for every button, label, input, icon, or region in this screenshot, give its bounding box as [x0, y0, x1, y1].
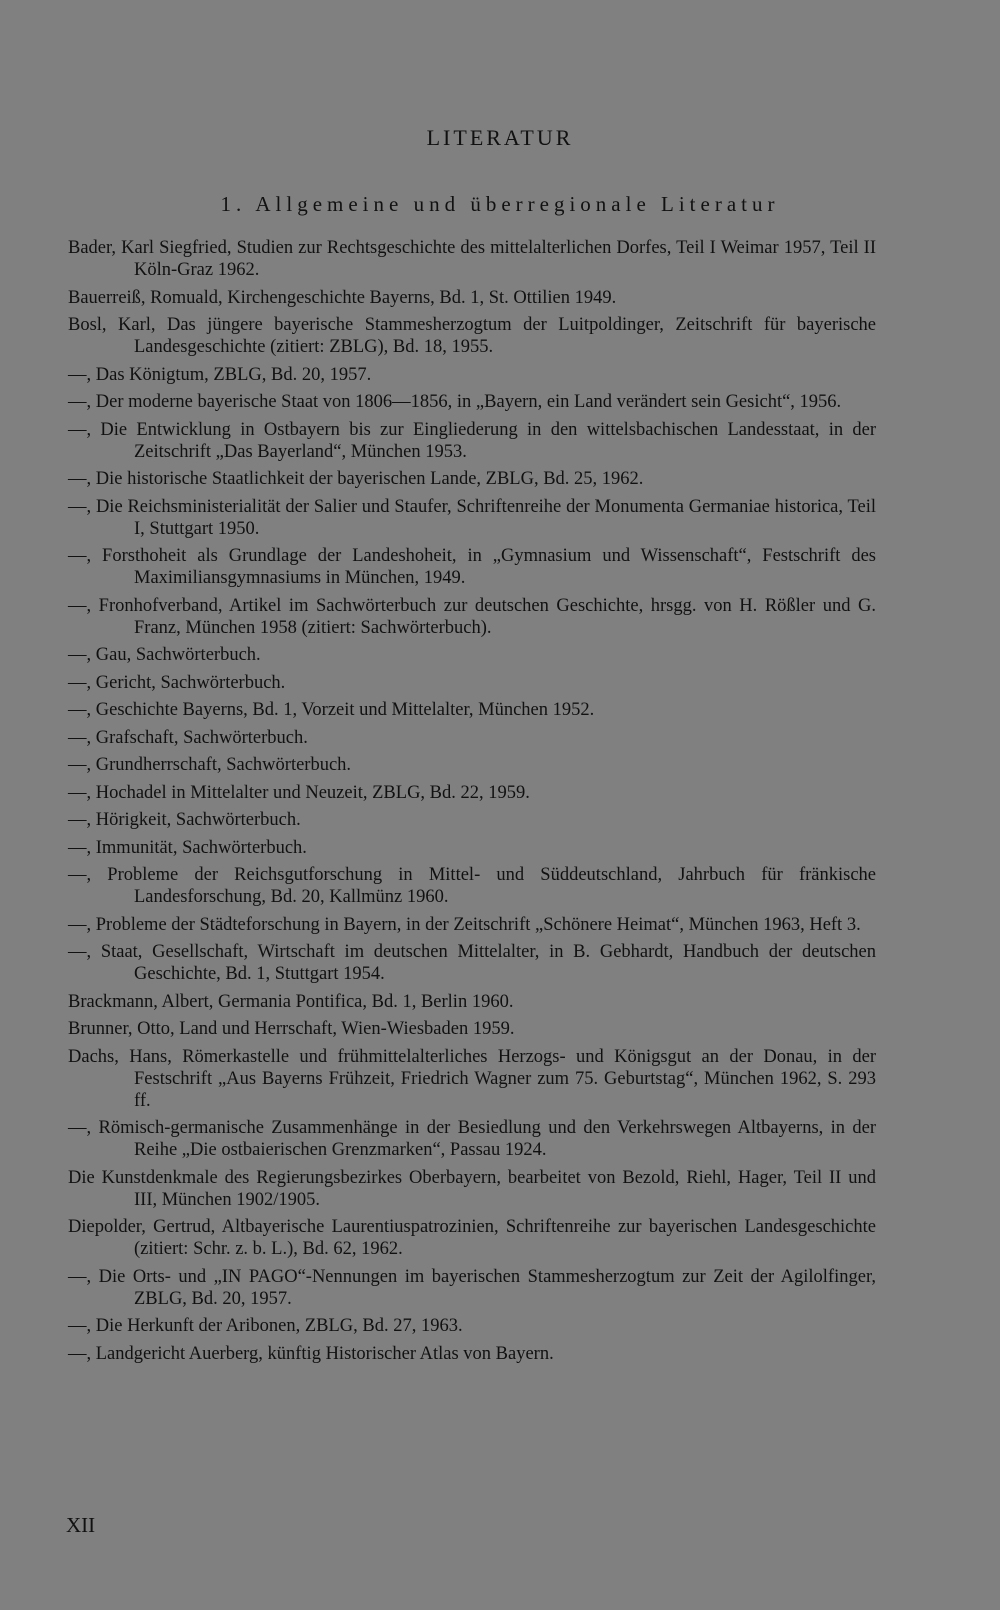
bibliography-entry: —, Geschichte Bayerns, Bd. 1, Vorzeit und Mittelalter, München 1952.	[68, 700, 595, 720]
bibliography-entry: —, Die Reichsministerialität der Salier und Staufer, Schriftenreihe der Monumenta Germaniae historica, Teil I, Stuttgart 1950.	[68, 496, 876, 539]
bibliography-entry: —, Fronhofverband, Artikel im Sachwörterbuch zur deutschen Geschichte, hrsgg. von H. Rößler und G. Franz, München 1958 (zitiert: Sachwörterbuch).	[68, 595, 876, 638]
bibliography-entry: —, Hochadel in Mittelalter und Neuzeit, ZBLG, Bd. 22, 1959.	[68, 782, 530, 803]
bibliography-entry: —, Hörigkeit, Sachwörterbuch.	[68, 810, 301, 830]
bibliography-entry: Bosl, Karl, Das jüngere bayerische Stammesherzogtum der Luitpoldinger, Zeitschrift für bayerische Landesgeschichte (zitiert: ZBLG), Bd. 18, 1955.	[68, 315, 876, 357]
bibliography-entry: —, Die Herkunft der Aribonen, ZBLG, Bd. 27, 1963.	[68, 1316, 463, 1336]
bibliography-entry: —, Forsthoheit als Grundlage der Landeshoheit, in „Gymnasium und Wissenschaft“, Festschrift des Maximiliansgymnasiums in München, 1949.	[68, 546, 876, 588]
bibliography-entry: —, Die historische Staatlichkeit der bayerischen Lande, ZBLG, Bd. 25, 1962.	[68, 469, 644, 489]
bibliography-entry: —, Die Entwicklung in Ostbayern bis zur Eingliederung in den wittelsbachischen Landesstaat, in der Zeitschrift „Das Bayerland“, München 1953.	[68, 419, 876, 462]
bibliography-entry: Die Kunstdenkmale des Regierungsbezirkes Oberbayern, bearbeitet von Bezold, Riehl, Hager, Teil II und III, München 1902/1905.	[68, 1167, 876, 1210]
bibliography-entry: Brackmann, Albert, Germania Pontifica, Bd. 1, Berlin 1960.	[68, 991, 514, 1012]
bibliography-entry: —, Das Königtum, ZBLG, Bd. 20, 1957.	[68, 364, 372, 385]
bibliography-entry: Bader, Karl Siegfried, Studien zur Rechtsgeschichte des mittelalterlichen Dorfes, Teil I Weimar 1957, Teil II Köln-Graz 1962.	[68, 238, 876, 280]
bibliography-entry: —, Die Orts- und „IN PAGO“-Nennungen im bayerischen Stammesherzogtum zur Zeit der Agilolfinger, ZBLG, Bd. 20, 1957.	[68, 1266, 876, 1309]
bibliography-entry: —, Staat, Gesellschaft, Wirtschaft im deutschen Mittelalter, in B. Gebhardt, Handbuch der deutschen Geschichte, Bd. 1, Stuttgart 1954.	[68, 942, 876, 984]
bibliography-entry: Diepolder, Gertrud, Altbayerische Laurentiuspatrozinien, Schriftenreihe zur bayerischen Landesgeschichte (zitiert: Schr. z. b. L.), Bd. 62, 1962.	[68, 1217, 876, 1259]
bibliography-entry: —, Immunität, Sachwörterbuch.	[68, 837, 307, 858]
bibliography-entry: —, Grafschaft, Sachwörterbuch.	[68, 727, 308, 748]
page-number: XII	[66, 1513, 96, 1537]
bibliography-entry: —, Probleme der Reichsgutforschung in Mittel- und Süddeutschland, Jahrbuch für fränkische Landesforschung, Bd. 20, Kallmünz 1960.	[68, 865, 876, 907]
bibliography-entry: Bauerreiß, Romuald, Kirchengeschichte Bayerns, Bd. 1, St. Ottilien 1949.	[68, 287, 617, 308]
bibliography-entry: —, Landgericht Auerberg, künftig Historischer Atlas von Bayern.	[68, 1343, 554, 1364]
page-title: LITERATUR	[426, 125, 574, 150]
bibliography-entry: —, Der moderne bayerische Staat von 1806—1856, in „Bayern, ein Land verändert sein Gesicht“, 1956.	[68, 392, 842, 412]
bibliography-entry: —, Römisch-germanische Zusammenhänge in der Besiedlung und den Verkehrswegen Altbayerns, in der Reihe „Die ostbaierischen Grenzmarken“, Passau 1924.	[68, 1118, 876, 1160]
bibliography-entry: —, Grundherrschaft, Sachwörterbuch.	[68, 755, 352, 775]
section-heading: 1. Allgemeine und überregionale Literatur	[220, 192, 780, 216]
bibliography-entry: —, Gau, Sachwörterbuch.	[68, 645, 261, 665]
bibliography-entry: —, Gericht, Sachwörterbuch.	[68, 672, 286, 693]
bibliography-entry: Brunner, Otto, Land und Herrschaft, Wien-Wiesbaden 1959.	[68, 1019, 515, 1039]
bibliography-entry: Dachs, Hans, Römerkastelle und frühmittelalterliches Herzogs- und Königsgut an der Donau, in der Festschrift „Aus Bayerns Frühzeit, Friedrich Wagner zum 75. Geburtstag“, München 1962, S. 293 ff.	[68, 1046, 876, 1111]
bibliography-list	[68, 237, 876, 1370]
bibliography-entry: —, Probleme der Städteforschung in Bayern, in der Zeitschrift „Schönere Heimat“, München 1963, Heft 3.	[68, 914, 861, 935]
